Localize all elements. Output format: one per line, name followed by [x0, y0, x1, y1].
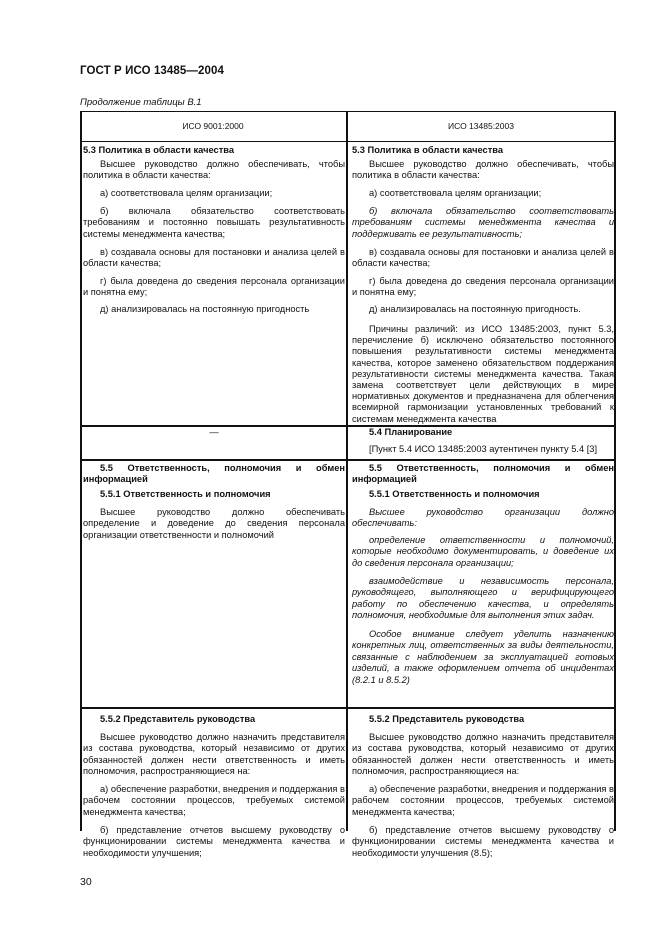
differences-note: Причины различий: из ИСО 13485:2003, пункт 5.3, перечисление б) исключено обязательство постоянного повышения результативности системы менеджмента качества, которое заменено обязательством поддержания результативности системы менеджмента качества. Такая замена соответствует цели действующих в мире нормативных документов и предназначена для облегчения всемирной гармонизации установленных требований к системам менеджмента качества [352, 324, 614, 424]
list-item: а) соответствовала целям организации; [100, 188, 273, 198]
table-border-top [80, 111, 616, 112]
section-title: 5.4 Планирование [369, 427, 453, 437]
comparison-table [80, 111, 616, 858]
paragraph: Высшее руководство должно назначить представителя из состава руководства, который независимо от других обязанностей должен нести ответственность и иметь полномочия, распространяющиеся на: [352, 732, 614, 777]
column-header-iso13485: ИСО 13485:2003 [448, 121, 514, 131]
list-item: б) представление отчетов высшему руководству о функционировании системы менеджмента качества и необходимости улучшения (8.5); [352, 825, 614, 858]
list-item: г) была доведена до сведения персонала организации и понятна ему; [83, 276, 345, 298]
subsection-title: 5.5.2 Представитель руководства [369, 714, 525, 724]
paragraph: Высшее руководство организации должно обеспечивать: [352, 507, 614, 529]
table-border-right [614, 111, 616, 831]
section-title: 5.5 Ответственность, полномочия и обмен информацией [352, 463, 614, 485]
row-rule [80, 459, 616, 461]
row-rule [80, 707, 616, 709]
list-item: б) включала обязательство соответствовать требованиям системы менеджмента качества и поддерживать ее результативность; [352, 206, 614, 239]
column-divider [346, 111, 348, 831]
list-item: г) была доведена до сведения персонала организации и понятна ему; [352, 276, 614, 298]
paragraph: определение ответственности и полномочий, которые необходимо документировать, и доведение их до сведения персонала организации; [352, 535, 614, 568]
paragraph: Высшее руководство должно обеспечивать определение и доведение до сведения персонала организации ответственности и полномочий [83, 507, 345, 540]
list-item: б) включала обязательство соответствовать требованиям и постоянно повышать результативность системы менеджмента качества; [83, 206, 345, 239]
list-item: б) представление отчетов высшему руководству о функционировании системы менеджмента качества и необходимости улучшения; [83, 825, 345, 858]
subsection-title: 5.5.1 Ответственность и полномочия [369, 489, 540, 499]
subsection-title: 5.5.1 Ответственность и полномочия [100, 489, 271, 499]
table-border-left [80, 111, 82, 831]
list-item: а) обеспечение разработки, внедрения и поддержания в рабочем состоянии процессов, требуемых системой менеджмента качества; [352, 784, 614, 817]
paragraph: [Пункт 5.4 ИСО 13485:2003 аутентичен пункту 5.4 [3] [369, 444, 598, 454]
paragraph: Высшее руководство должно обеспечивать, чтобы политика в области качества: [83, 159, 345, 181]
table-caption: Продолжение таблицы В.1 [80, 97, 202, 108]
empty-cell-dash: — [209, 427, 219, 437]
document-header: ГОСТ Р ИСО 13485—2004 [80, 65, 225, 77]
list-item: д) анализировалась на постоянную пригодность [100, 304, 310, 314]
paragraph: взаимодействие и независимость персонала, руководящего, выполняющего и верифицирующего работу по обеспечению качества, и определять полномочия, необходимые для выполнения этих задач. [352, 576, 614, 621]
column-header-iso9001: ИСО 9001:2000 [182, 121, 244, 131]
header-rule [80, 141, 616, 142]
list-item: д) анализировалась на постоянную пригодность. [369, 304, 581, 314]
list-item: а) соответствовала целям организации; [369, 188, 542, 198]
section-title: 5.3 Политика в области качества [83, 145, 235, 155]
paragraph: Высшее руководство должно назначить представителя из состава руководства, который независимо от других обязанностей должен нести ответственность и иметь полномочия, распространяющиеся на: [83, 732, 345, 777]
list-item: в) создавала основы для постановки и анализа целей в области качества; [83, 247, 345, 269]
section-title: 5.3 Политика в области качества [352, 145, 504, 155]
paragraph: Высшее руководство должно обеспечивать, чтобы политика в области качества: [352, 159, 614, 181]
list-item: а) обеспечение разработки, внедрения и поддержания в рабочем состоянии процессов, требуемых системой менеджмента качества; [83, 784, 345, 817]
list-item: в) создавала основы для постановки и анализа целей в области качества; [352, 247, 614, 269]
page-number: 30 [80, 876, 92, 888]
paragraph: Особое внимание следует уделить назначению конкретных лиц, ответственных за виды деятельности, связанные с наблюдением за эксплуатацией готовых изделий, а также оформлением отчета об инцидентах (8.2.1 и 8.5.2) [352, 629, 614, 685]
section-title: 5.5 Ответственность, полномочия и обмен информацией [83, 463, 345, 485]
subsection-title: 5.5.2 Представитель руководства [100, 714, 256, 724]
